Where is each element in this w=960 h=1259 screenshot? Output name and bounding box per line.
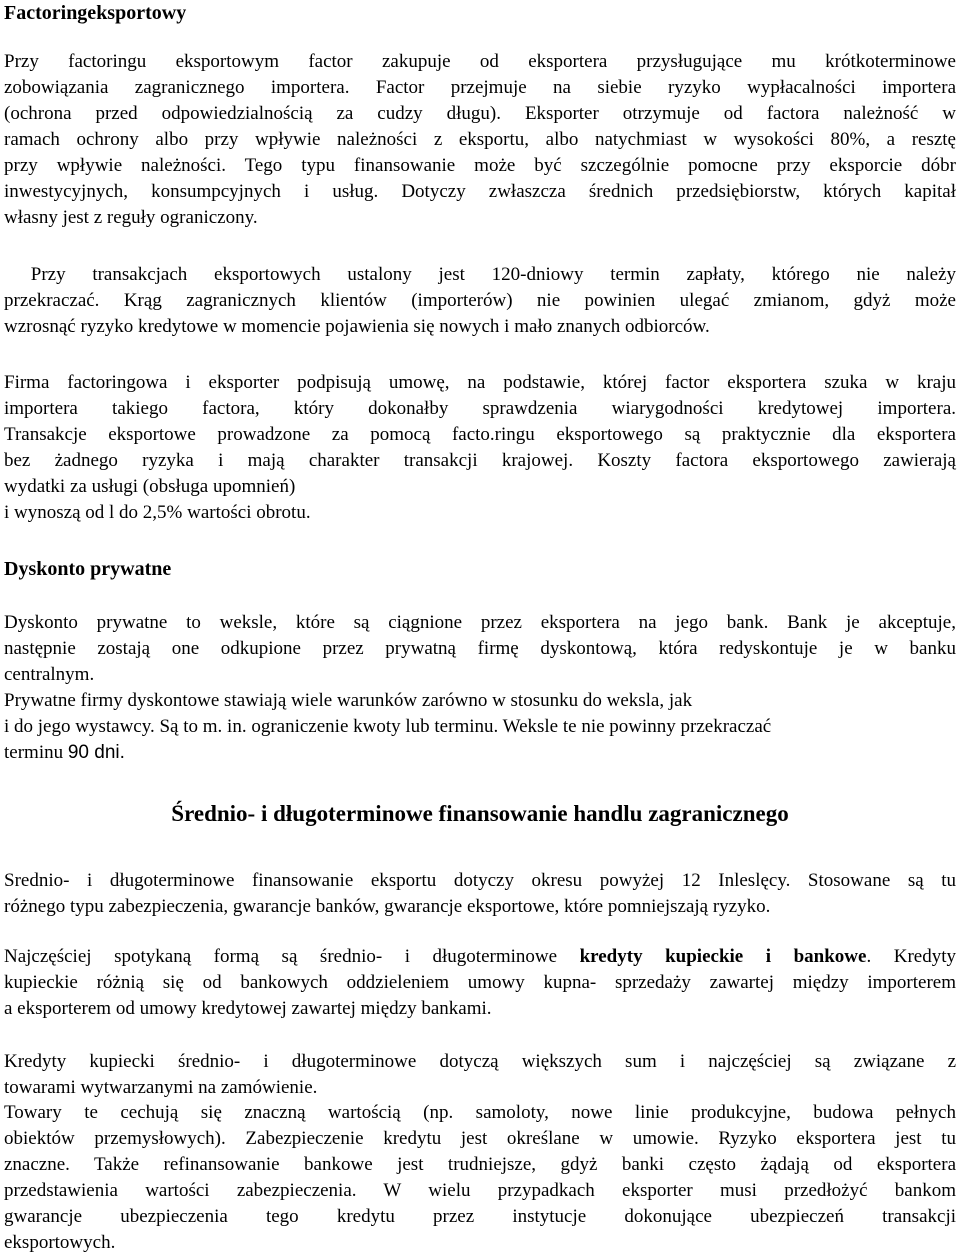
text-line: (ochrona przed odpowiedzialnością za cudzy długu). Eksporter otrzymuje od factora należność w xyxy=(4,103,956,124)
text-fragment: Najczęściej spotykaną formą są średnio- i długoterminowe xyxy=(4,946,580,967)
text-line: Dyskonto prywatne to weksle, które są ciągnione przez eksportera na jego bank. Bank je akceptuje, xyxy=(4,612,956,633)
text-line: Kredyty kupiecki średnio- i długoterminowe dotyczą większych sum i najczęściej są związane z xyxy=(4,1051,956,1072)
text-line xyxy=(4,944,956,970)
text-line: przy wpływie należności. Tego typu finansowanie może być szczególnie pomocne przy eksporcie dóbr xyxy=(4,155,956,176)
text-line: eksportowych. xyxy=(4,1232,116,1253)
paragraph-factoring-agreement xyxy=(4,370,956,526)
section-title-long-term: Średnio- i długoterminowe finansowanie handlu zagranicznego xyxy=(171,801,789,826)
text-line: Przy factoringu eksportowym factor zakupuje od eksportera przysługujące mu krótkoterminowe xyxy=(4,51,956,72)
text-line: i wynoszą od l do 2,5% wartości obrotu. xyxy=(4,502,311,523)
text-line: zobowiązania zagranicznego importera. Factor przejmuje na siebie ryzyko wypłacalności importera xyxy=(4,77,956,98)
text-fragment: . Kredyty xyxy=(866,946,956,967)
text-line: Transakcje eksportowe prowadzone za pomocą facto.ringu eksportowego są praktycznie dla eksportera xyxy=(4,424,956,445)
text-line: ramach ochrony albo przy wpływie należności z eksportu, albo natychmiast w wysokości 80%, a resztę xyxy=(4,129,956,150)
text-line: Przy transakcjach eksportowych ustalony jest 120-dniowy termin zapłaty, którego nie należy xyxy=(4,264,956,285)
text-line: towarami wytwarzanymi na zamówienie. xyxy=(4,1077,318,1098)
paragraph-factoring-intro xyxy=(4,49,956,231)
text-line: gwarancje ubezpieczenia tego kredytu przez instytucje dokonujące ubezpieczeń transakcji xyxy=(4,1206,956,1227)
paragraph-factoring-terms xyxy=(4,262,956,340)
text-line: inwestycyjnych, konsumpcyjnych i usług. Dotyczy zwłaszcza średnich przedsiębiorstw, których kapitał xyxy=(4,181,956,202)
text-fragment-bold: kredyty kupieckie i bankowe xyxy=(579,946,867,967)
text-fragment-sans: 90 dni. xyxy=(67,742,125,763)
section-title-discount: Dyskonto prywatne xyxy=(4,558,172,580)
paragraph-discount-intro xyxy=(4,610,956,688)
text-fragment: terminu xyxy=(4,742,68,763)
text-line: znaczne. Także refinansowanie bankowe jest trudniejsze, gdyż banki często żądają od eksportera xyxy=(4,1154,956,1175)
section-title-factoring: Factoringeksportowy xyxy=(4,2,187,24)
paragraph-long-term-intro xyxy=(4,868,956,920)
paragraph-discount-conditions xyxy=(4,688,956,766)
paragraph-goods-value xyxy=(4,1100,956,1256)
text-line: wydatki za usługi (obsługa upomnień) xyxy=(4,476,296,497)
text-line: przekraczać. Krąg zagranicznych klientów (importerów) nie powinien ulegać zmianom, gdyż może xyxy=(4,290,956,311)
text-line: Firma factoringowa i eksporter podpisują umowę, na podstawie, której factor eksportera szuka w kraju xyxy=(4,372,956,393)
text-line: następnie zostają one odkupione przez prywatną firmę dyskontową, która redyskontuje je w banku xyxy=(4,638,956,659)
text-line: centralnym. xyxy=(4,664,95,685)
paragraph-merchant-credits xyxy=(4,1049,956,1101)
text-line: i do jego wystawcy. Są to m. in. ograniczenie kwoty lub terminu. Weksle te nie powinny przekraczać xyxy=(4,716,772,737)
text-line: różnego typu zabezpieczenia, gwarancje banków, gwarancje eksportowe, które pomniejszają ryzyko. xyxy=(4,896,771,917)
paragraph-credit-forms xyxy=(4,944,956,1022)
text-line: obiektów przemysłowych). Zabezpieczenie kredytu jest określane w umowie. Ryzyko eksportera jest tu xyxy=(4,1128,956,1149)
text-line xyxy=(4,740,956,766)
text-line: własny jest z reguły ograniczony. xyxy=(4,207,258,228)
text-line: wzrosnąć ryzyko kredytowe w momencie pojawienia się nowych i mało znanych odbiorców. xyxy=(4,316,710,337)
text-line: bez żadnego ryzyka i mają charakter transakcji krajowej. Koszty factora eksportowego zawierają xyxy=(4,450,956,471)
text-line: importera takiego factora, który dokonałby sprawdzenia wiarygodności kredytowej importera. xyxy=(4,398,956,419)
text-line: przedstawienia wartości zabezpieczenia. W wielu przypadkach eksporter musi przedłożyć bankom xyxy=(4,1180,956,1201)
text-line: Towary te cechują się znaczną wartością (np. samoloty, nowe linie produkcyjne, budowa pełnych xyxy=(4,1102,956,1123)
text-line: kupieckie różnią się od bankowych oddzieleniem umowy kupna- sprzedaży zawartej między importerem xyxy=(4,972,956,993)
text-line: a eksporterem od umowy kredytowej zawartej między bankami. xyxy=(4,998,492,1019)
text-line: Prywatne firmy dyskontowe stawiają wiele warunków zarówno w stosunku do weksla, jak xyxy=(4,690,693,711)
text-line: Srednio- i długoterminowe finansowanie eksportu dotyczy okresu powyżej 12 Inleslęcy. Stosowane są tu xyxy=(4,870,956,891)
